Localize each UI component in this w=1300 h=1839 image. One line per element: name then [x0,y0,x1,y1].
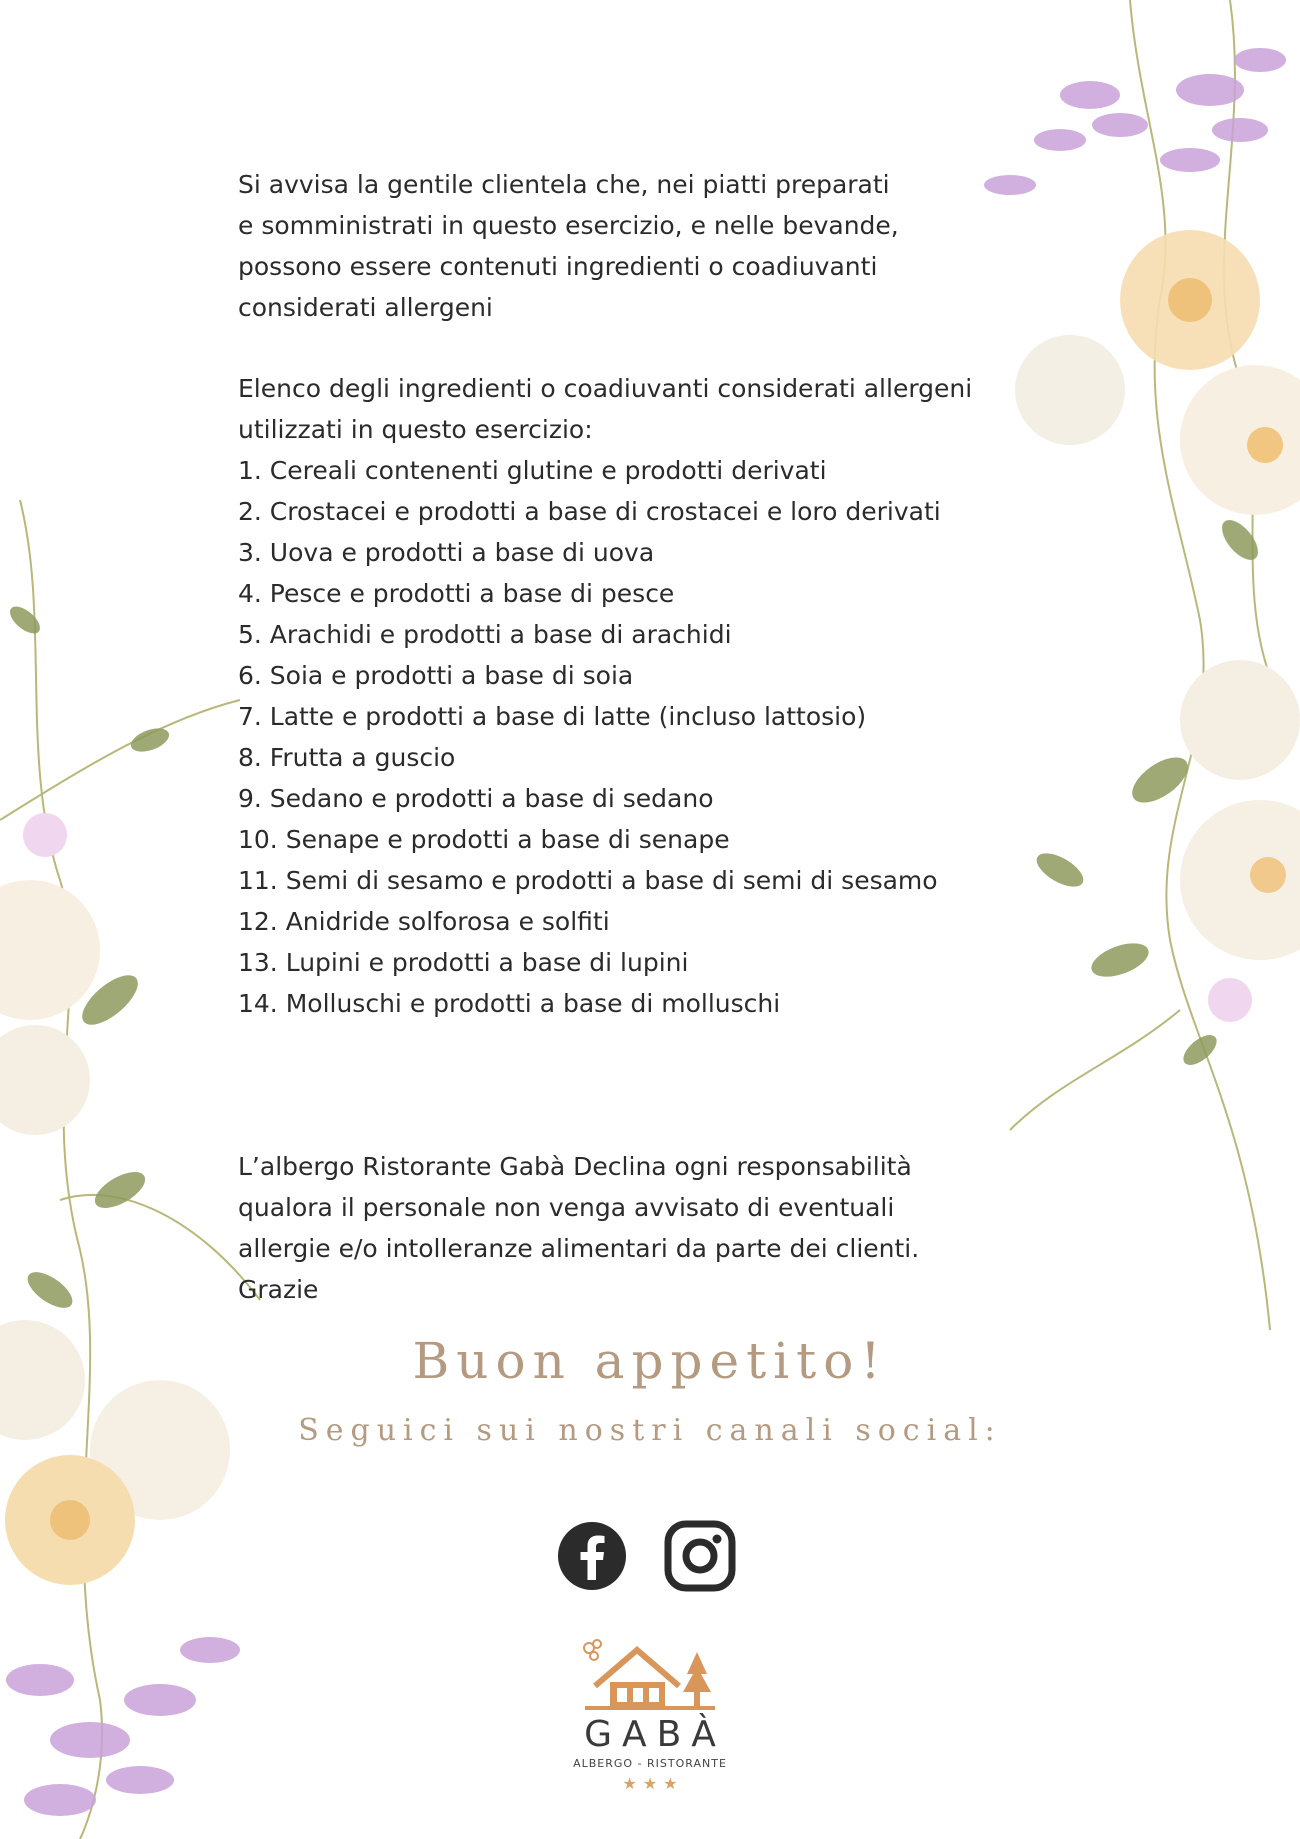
allergen-item: 8. Frutta a guscio [238,743,456,772]
disclaimer-line: qualora il personale non venga avvisato di eventuali [238,1193,895,1222]
disclaimer-paragraph [238,1146,919,1310]
allergen-list [238,450,972,1024]
intro-paragraph [238,164,899,328]
allergen-item: 10. Senape e prodotti a base di senape [238,825,730,854]
intro-line: Si avvisa la gentile clientela che, nei piatti preparati [238,170,890,199]
gaba-logo [550,1636,750,1793]
intro-line: considerati allergeni [238,293,493,322]
disclaimer-line: allergie e/o intolleranze alimentari da parte dei clienti. [238,1234,920,1263]
allergen-item: 12. Anidride solforosa e solfiti [238,907,610,936]
allergen-item: 13. Lupini e prodotti a base di lupini [238,948,689,977]
allergen-item: 1. Cereali contenenti glutine e prodotti derivati [238,456,827,485]
logo-brand-name: GABÀ [584,1714,726,1755]
allergen-item: 2. Crostacei e prodotti a base di crostacei e loro derivati [238,497,941,526]
facebook-icon[interactable] [556,1520,628,1592]
allergen-item: 9. Sedano e prodotti a base di sedano [238,784,714,813]
instagram-icon[interactable] [664,1520,736,1592]
allergen-item: 5. Arachidi e prodotti a base di arachidi [238,620,732,649]
allergen-item: 7. Latte e prodotti a base di latte (incluso lattosio) [238,702,867,731]
disclaimer-line: Grazie [238,1275,319,1304]
allergen-item: 11. Semi di sesamo e prodotti a base di semi di sesamo [238,866,938,895]
logo-stars: ★★★ [622,1774,684,1793]
allergen-item: 14. Molluschi e prodotti a base di molluschi [238,989,781,1018]
social-links [556,1520,736,1592]
intro-line: possono essere contenuti ingredienti o coadiuvanti [238,252,878,281]
intro-line: e somministrati in questo esercizio, e nelle bevande, [238,211,899,240]
allergen-item: 3. Uova e prodotti a base di uova [238,538,655,567]
allergens-heading-line: utilizzati in questo esercizio: [238,415,593,444]
allergens-section [238,368,972,1024]
logo-house-icon [575,1636,725,1712]
social-title: Seguici sui nostri canali social: [298,1413,1002,1448]
greeting-heading: Buon appetito! [412,1332,888,1390]
allergen-item: 4. Pesce e prodotti a base di pesce [238,579,675,608]
logo-subtitle: ALBERGO - RISTORANTE [573,1757,727,1770]
disclaimer-line: L’albergo Ristorante Gabà Declina ogni responsabilità [238,1152,912,1181]
allergen-item: 6. Soia e prodotti a base di soia [238,661,634,690]
allergens-heading-line: Elenco degli ingredienti o coadiuvanti considerati allergeni [238,374,973,403]
